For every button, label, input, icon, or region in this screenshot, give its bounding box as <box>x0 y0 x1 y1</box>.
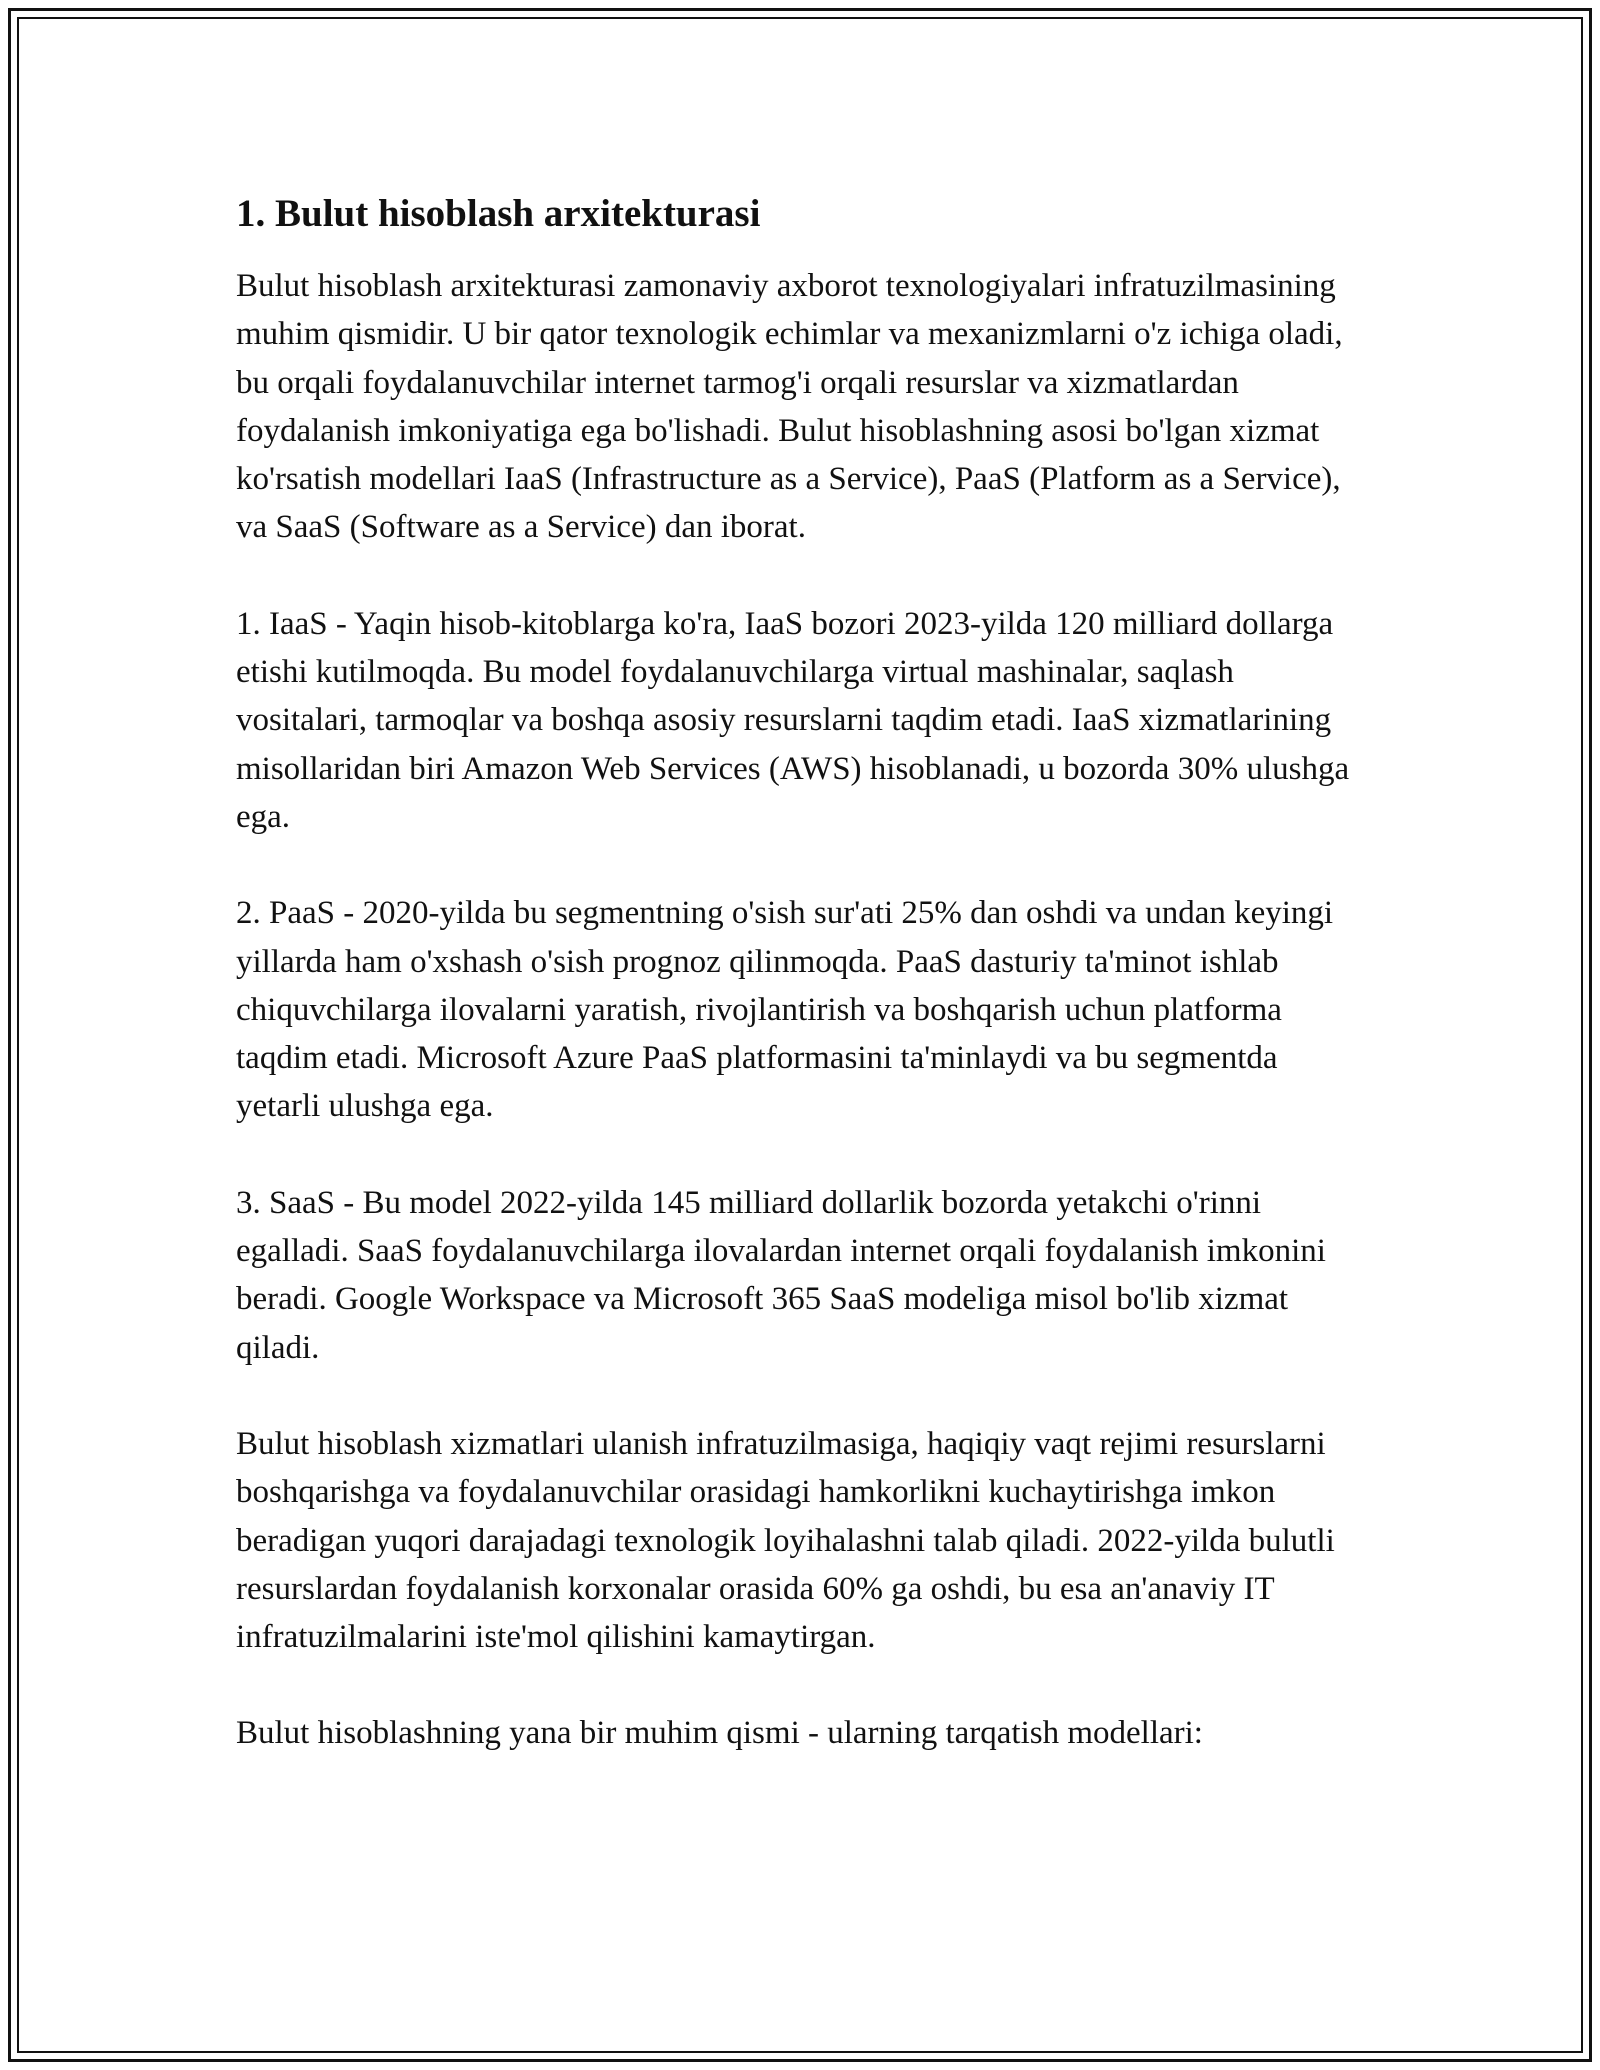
document-body <box>236 188 1366 1806</box>
iaas-paragraph: 1. IaaS - Yaqin hisob-kitoblarga ko'ra, IaaS bozori 2023-yilda 120 milliard dollarga etishi kutilmoqda. Bu model foydalanuvchilarga virtual mashinalar, saqlash vositalari, tarmoqlar va boshqa asosiy resurslarni taqdim etadi. IaaS xizmatlarining misollaridan biri Amazon Web Services (AWS) hisoblanadi, u bozorda 30% ulushga ega. <box>236 605 1350 835</box>
section-heading: 1. Bulut hisoblash arxitekturasi <box>236 192 761 235</box>
paas-paragraph: 2. PaaS - 2020-yilda bu segmentning o'sish sur'ati 25% dan oshdi va undan keyingi yillarda ham o'xshash o'sish prognoz qilinmoqda. PaaS dasturiy ta'minot ishlab chiquvchilarga ilovalarni yaratish, rivojlantirish va boshqarish uchun platforma taqdim etadi. Microsoft Azure PaaS platformasini ta'minlaydi va bu segmentda yetarli ulushga ega. <box>236 895 1334 1125</box>
saas-paragraph: 3. SaaS - Bu model 2022-yilda 145 milliard dollarlik bozorda yetakchi o'rinni egalladi. SaaS foydalanuvchilarga ilovalardan internet orqali foydalanish imkonini beradi. Google Workspace va Microsoft 365 SaaS modeliga misol bo'lib xizmat qiladi. <box>236 1184 1326 1366</box>
intro-paragraph: Bulut hisoblash arxitekturasi zamonaviy axborot texnologiyalari infratuzilmasining muhim qismidir. U bir qator texnologik echimlar va mexanizmlarni o'z ichiga oladi, bu orqali foydalanuvchilar internet tarmog'i orqali resurslar va xizmatlardan foydalanish imkoniyatiga ega bo'lishadi. Bulut hisoblashning asosi bo'lgan xizmat ko'rsatish modellari IaaS (Infrastructure as a Service), PaaS (Platform as a Service), va SaaS (Software as a Service) dan iborat. <box>236 268 1343 546</box>
deployment-models-intro: Bulut hisoblashning yana bir muhim qismi - ularning tarqatish modellari: <box>236 1715 1203 1752</box>
infrastructure-paragraph: Bulut hisoblash xizmatlari ulanish infratuzilmasiga, haqiqiy vaqt rejimi resurslarni boshqarishga va foydalanuvchilar orasidagi hamkorlikni kuchaytirishga imkon beradigan yuqori darajadagi texnologik loyihalashni talab qiladi. 2022-yilda bulutli resurslardan foydalanish korxonalar orasida 60% ga oshdi, bu esa an'anaviy IT infratuzilmalarini iste'mol qilishini kamaytirgan. <box>236 1425 1335 1656</box>
